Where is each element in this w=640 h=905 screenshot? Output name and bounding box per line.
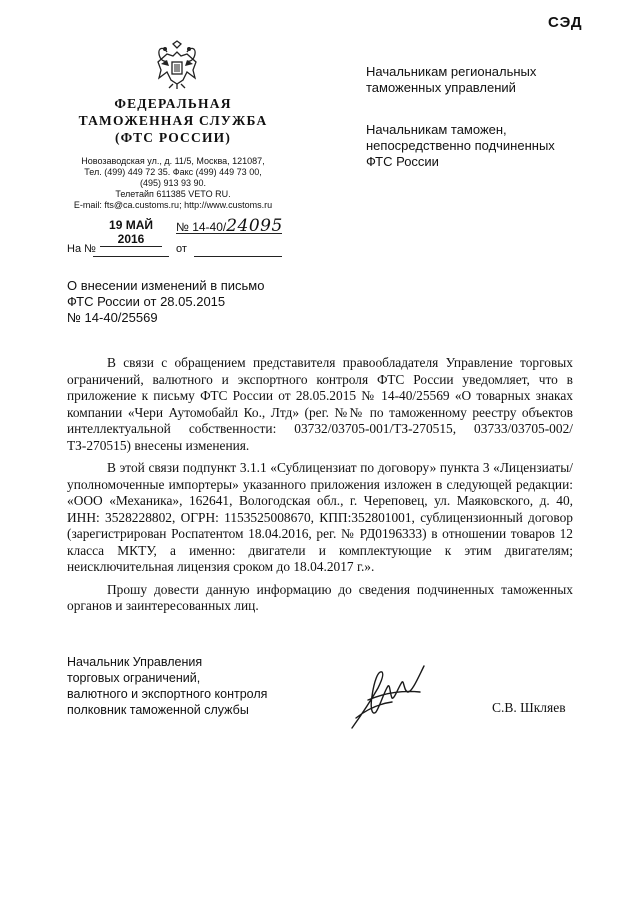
subject-line1: О внесении изменений в письмо — [67, 278, 265, 293]
in-reply-label: На № — [67, 243, 96, 255]
registration-number-underline — [176, 233, 282, 234]
contact-line-5: E-mail: fts@ca.customs.ru; http://www.customs.ru — [73, 200, 273, 210]
in-reply-number-line — [93, 256, 169, 257]
addressee-regional-line1: Начальникам региональных — [366, 64, 537, 79]
signatory-line1: Начальник Управления — [67, 655, 203, 669]
contact-line-2: Тел. (499) 449 72 35. Факс (499) 449 73 00, — [84, 167, 262, 177]
addressee-customs-line2: непосредственно подчиненных — [366, 138, 555, 153]
registration-number-handwritten: 24095 — [226, 216, 283, 236]
addressee-customs-line3: ФТС России — [366, 154, 439, 169]
addressee-regional — [366, 64, 606, 96]
contact-line-1: Новозаводская ул., д. 11/5, Москва, 121087, — [81, 156, 265, 166]
body-paragraph-3: Прошу довести данную информацию до сведения подчиненных таможенных органов и заинтересованных лиц. — [67, 581, 573, 613]
signatory-line2: торговых ограничений, — [67, 671, 201, 685]
body-paragraph-1: В связи с обращением представителя правообладателя Управление торговых ограничений, валютного и экспортного контроля ФТС России уведомляет, что в приложение к письму ФТС России от 28.05.2015 № 14-40/25569 «О товарных знаках компании «Чери Аутомобайл Ко., Лтд» (рег. №№ по таможенному реестру объектов интеллектуальной собственности: 03732/03705-001/ТЗ-270515, 03733/03705-002/ТЗ-270515) внесены изменения. — [67, 355, 573, 453]
handwritten-signature — [348, 652, 428, 732]
contact-line-3: (495) 913 93 90. — [139, 178, 207, 188]
sed-stamp: СЭД — [548, 14, 583, 31]
registration-date: 19 МАЙ 2016 — [100, 218, 162, 247]
signatory-line3: валютного и экспортного контроля — [67, 687, 268, 701]
subject-line2: ФТС России от 28.05.2015 — [67, 294, 226, 309]
addressee-customs — [366, 122, 606, 170]
agency-name-line1: ФЕДЕРАЛЬНАЯ — [114, 96, 232, 111]
from-date-line — [194, 256, 282, 257]
letter-body — [67, 355, 573, 621]
letter-subject — [67, 278, 264, 326]
from-label: от — [176, 243, 187, 255]
signatory-line4: полковник таможенной службы — [67, 703, 249, 717]
signer-name: С.В. Шкляев — [492, 700, 566, 715]
agency-abbreviation: (ФТС РОССИИ) — [114, 130, 232, 145]
body-paragraph-2: В этой связи подпункт 3.1.1 «Сублицензиат по договору» пункта 3 «Лицензиаты/уполномоченные импортеры» указанного приложения изложен в следующей редакции: «ООО «Механика», 162641, Вологодская обл., г. Череповец, ул. Маяковского, д. 40, ИНН: 3528228802, ОГРН: 1153525008670, КПП:352801001, сублицензионный договор (зарегистрирован Роспатентом 18.04.2016, рег. № РД0196333) в отношении товаров 12 класса МКТУ, а именно: двигатели и комплектующие к этим двигателям; неисключительная лицензия сроком до 18.04.2017 г.». — [67, 460, 573, 574]
registration-number-prefix: № 14-40/ — [176, 220, 227, 234]
agency-name-line2: ТАМОЖЕННАЯ СЛУЖБА — [78, 113, 268, 128]
addressee-customs-line1: Начальникам таможен, — [366, 122, 507, 137]
subject-line3: № 14-40/25569 — [67, 310, 158, 325]
addressee-regional-line2: таможенных управлений — [366, 80, 516, 95]
double-headed-eagle-emblem-icon — [155, 40, 199, 90]
signatory-position — [67, 654, 267, 718]
contact-line-4: Телетайп 611385 VETO RU. — [115, 189, 231, 199]
